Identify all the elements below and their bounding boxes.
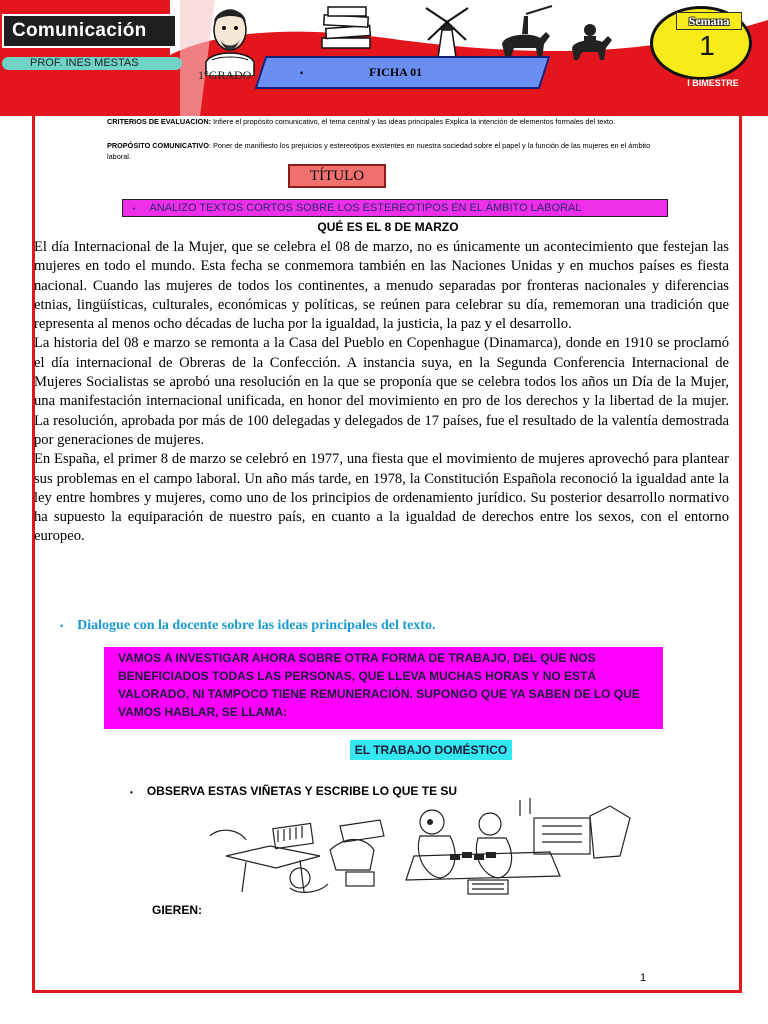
semana-number: 1 [699, 30, 715, 61]
page-number: 1 [640, 972, 647, 984]
don-quixote-riders-icon [492, 4, 642, 64]
teacher-name: PROF. INES MESTAS [2, 57, 182, 70]
semana-label: Semana [676, 12, 742, 30]
paragraph: El día Internacional de la Mujer, que se celebra el 08 de marzo, no es únicamente un acontecimiento que festejan las mujeres en todo el mundo. Esta fecha se conmemora también en las Naciones Unidas y en muchos países es fiesta nacional. Cuando las mujeres de todos los continentes, a menudo separadas por fronteras nacionales y diferencias etnias, lingüísticas, culturales, económicas y políticas, se reúnen para celebrar su día, rememoran una tradición que representa al menos ocho décadas de lucha por la igualdad, la justicia, la paz y el desarrollo. [34, 239, 729, 333]
cervantes-portrait-icon [198, 2, 262, 76]
bimestre-label: I BIMESTRE [687, 78, 739, 88]
proposito-block [107, 140, 667, 162]
section-heading: QUÉ ES EL 8 DE MARZO [317, 220, 459, 234]
books-stack-icon [318, 6, 374, 52]
bullet-icon: • [133, 206, 136, 213]
titulo-label: TÍTULO [288, 164, 386, 188]
paragraph: En España, el primer 8 de marzo se celebró en 1977, una fiesta que el movimiento de mujeres aprovechó para plantear sus problemas en el campo laboral. Un año más tarde, en 1978, la Constitución Española reconoció la igualdad ante la ley entre hombres y mujeres, como uno de los principios de ordenamiento jurídico. Su posterior desarrollo normativo ha supuesto la equiparación de nuestro país, en cuanto a la igualdad de derechos entre los sexos, con el entorno europeo. [34, 451, 729, 545]
ficha-bullet: • [300, 67, 304, 78]
trabajo-domestico-label: EL TRABAJO DOMÉSTICO [350, 740, 512, 760]
main-title-box [122, 199, 668, 217]
proposito-label: PROPÓSITO COMUNICATIVO [107, 141, 209, 150]
windmill-icon [418, 4, 474, 60]
grade-label: 1°GRADO [198, 68, 252, 82]
ficha-label-row [280, 56, 540, 89]
criterios-label: CRITERIOS DE EVALUACION: [107, 117, 212, 126]
observa-text: OBSERVA ESTAS VIÑETAS Y ESCRIBE LO QUE TE SU [146, 784, 458, 798]
main-title: ANALIZO TEXTOS CORTOS SOBRE LOS ESTEREOTIPOS EN EL ÁMBITO LABORAL [149, 202, 582, 214]
chores-illustration-icon [150, 796, 706, 900]
bullet-icon: • [130, 788, 133, 797]
criterios-text: Infiere el propósito comunicativo, el tema central y las ideas principales Explica la intención de elementos formales del texto. [213, 117, 616, 126]
paragraph: La historia del 08 e marzo se remonta a la Casa del Pueblo en Copenhague (Dinamarca), donde en 1910 se proclamó el día internacional de Obreras de la Confección. A instancia suya, en la Segunda Conferencia Internacional de Mujeres Socialistas se aprobó una resolución en la que se proponía que se celebra todos los años un Día de la Mujer, una manifestación internacional unificada, en honor del movimiento en pro de los derechos y la libertad de la mujer. La resolución, aprobada por más de 100 delegadas y delegados de 17 países, fue el resultado de la valentía demostrada por generaciones de mujeres. [34, 335, 729, 448]
investigar-box: VAMOS A INVESTIGAR AHORA SOBRE OTRA FORMA DE TRABAJO, DEL QUE NOS BENEFICIADOS TODAS LAS PERSONAS, QUE LLEVA MUCHAS HORAS Y NO ESTÁ VALORADO, NI TAMPOCO TIENE REMUNERACIÓN. SUPONGO QUE YA SABEN DE LO QUE VAMOS HABLAR, SE LLAMA: [104, 647, 663, 729]
subject-title-box [2, 14, 177, 48]
dialogue-instruction [60, 618, 660, 634]
ficha-label: FICHA 01 [369, 65, 423, 79]
proposito-text: : Poner de manifiesto los prejuicios y estereotipos existentes en nuestra sociedad sobre el papel y la función de las mujeres en el ámbito laboral. [107, 141, 651, 161]
dialogue-text: Dialogue con la docente sobre las ideas principales del texto. [77, 618, 436, 633]
gieren-label: GIEREN: [152, 903, 203, 917]
subject-title: Comunicación [12, 20, 147, 41]
article-body [34, 238, 729, 547]
bullet-icon: • [60, 621, 64, 631]
criterios-block [107, 116, 667, 127]
